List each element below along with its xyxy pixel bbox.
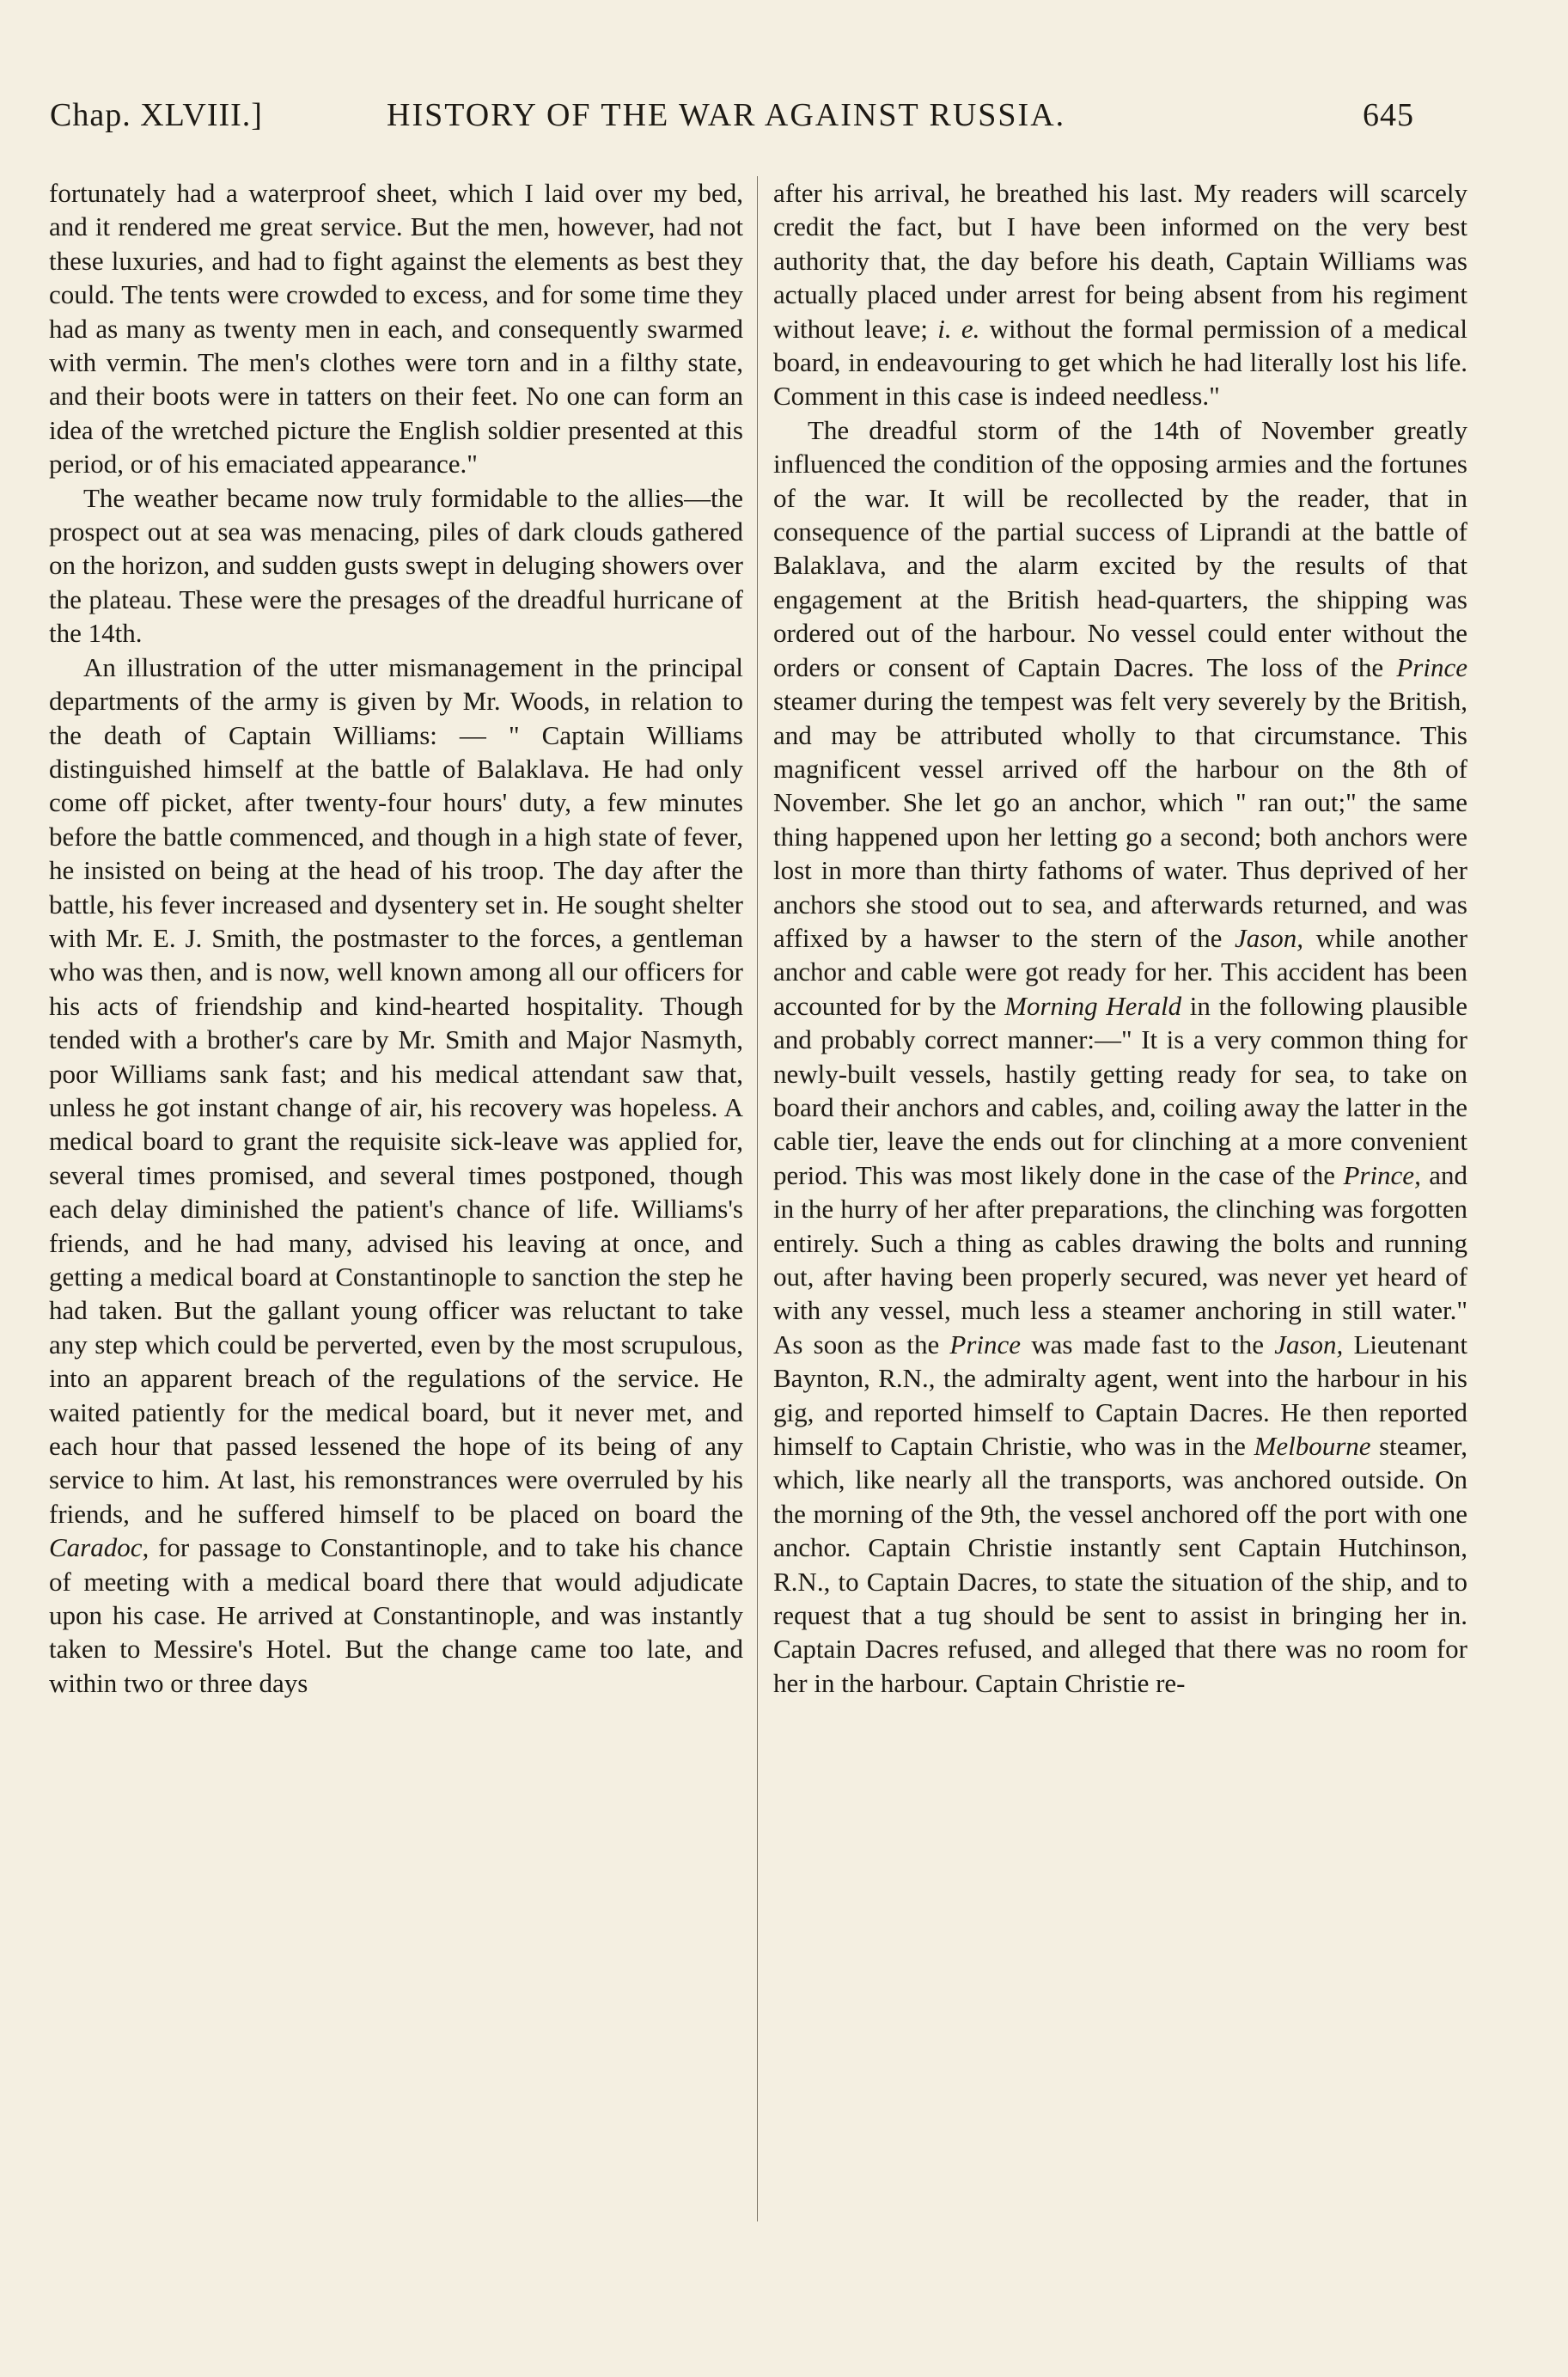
ship-name: Jason, (1234, 922, 1304, 953)
paragraph-text: without the formal permission of a medical board, in endeavouring to get which he had literally lost his life. Comment in this case is indeed needless." (773, 313, 1468, 412)
ship-name: Caradoc, (49, 1532, 149, 1563)
paragraph-text: fortunately had a waterproof sheet, which I laid over my bed, and it rendered me great service. But the men, however, had not these luxuries, and had to fight against the elements as best they could. The tents were crowded to excess, and for some time they had as many as twenty men in each, and consequently swarmed with vermin. The men's clothes were torn and in a filthy state, and their boots were in tatters on their feet. No one can form an idea of the wretched picture the English soldier presented at this period, or of his emaciated appearance." (49, 178, 743, 480)
paragraph-text: The weather became now truly formidable to the allies—the prospect out at sea was menacing, piles of dark clouds gathered on the horizon, and sudden gusts swept in deluging showers over the plateau. These were the presages of the dreadful hurricane of the 14th. (49, 482, 743, 649)
paragraph-text: Lieutenant Baynton, R.N., the admiralty agent, went into the harbour in his gig, and reported himself to Captain Dacres. He then reported himself to Captain Christie, who was in the (773, 1329, 1468, 1462)
paragraph-text: in the following plausible and probably correct manner:—" It is a very common thing for newly-built vessels, hastily getting ready for sea, to take on board their anchors and cables, and, coiling away the latter in the cable tier, leave the ends out for clinching at a more convenient period. This was most likely done in the case of the (773, 990, 1468, 1190)
ship-name: Prince (949, 1329, 1022, 1360)
right-column (773, 176, 1467, 1700)
newspaper-name: Morning Herald (1004, 990, 1182, 1021)
paragraph-text: was made fast to the (1031, 1329, 1265, 1360)
chapter-label: Chap. XLVIII.] (50, 97, 263, 133)
ship-name: Melbourne (1254, 1431, 1371, 1462)
paragraph-text: The dreadful storm of the 14th of November greatly influenced the condition of the opposing armies and the fortunes of the war. It will be recollected by the reader, that in consequence of the partial success of Liprandi at the battle of Balaklava, and the alarm excited by the results of that engagement at the British head-quarters, the shipping was ordered out of the harbour. No vessel could enter without the orders or consent of Captain Dacres. The loss of the (773, 414, 1467, 682)
paragraph-text: and in the hurry of her after preparations, the clinching was forgotten entirely. Such a thing as cables drawing the bolts and running out, after having been properly secured, was never yet heard of with any vessel, much less a steamer anchoring in still water." As soon as the (773, 1159, 1468, 1360)
paragraph (49, 651, 743, 1701)
page-number: 645 (1363, 97, 1414, 133)
paragraph-text: for passage to Constantinople, and to take his chance of meeting with a medical board there that would adjudicate upon his case. He arrived at Constantinople, and was instantly taken to Messire's Hotel. But the change came too late, and within two or three days (49, 1532, 744, 1698)
paragraph (773, 176, 1467, 413)
running-title: HISTORY OF THE WAR AGAINST RUSSIA. (387, 97, 1066, 133)
paragraph (49, 481, 743, 651)
abbreviation: i. e. (937, 313, 980, 344)
left-column (49, 176, 743, 1700)
ship-name: Prince, (1343, 1159, 1421, 1190)
paragraph-text: after his arrival, he breathed his last. My readers will scarcely credit the fact, but I have been informed on the very best authority that, the day before his death, Captain Williams was actually placed under arrest for being absent from his regiment without leave; (773, 178, 1467, 344)
ship-name: Jason, (1274, 1329, 1344, 1360)
column-divider (757, 176, 758, 2221)
paragraph-text: while another anchor and cable were got ready for her. This accident has been accounted for by the (773, 922, 1468, 1021)
paragraph-text: steamer during the tempest was felt very severely by the British, and may be attributed wholly to that circumstance. This magnificent vessel arrived off the harbour on the 8th of November. She let go an anchor, which " ran out;" the same thing happened upon her letting go a second; both anchors were lost in more than thirty fathoms of water. Thus deprived of her anchors she stood out to sea, and afterwards returned, and was affixed by a hawser to the stern of the (773, 686, 1467, 953)
ship-name: Prince (1396, 651, 1468, 682)
paragraph-text: steamer, which, like nearly all the transports, was anchored outside. On the morning of the 9th, the vessel anchored off the port with one anchor. Captain Christie instantly sent Captain Hutchinson, R.N., to Captain Dacres, to state the situation of the ship, and to request that a tug should be sent to assist in bringing her in. Captain Dacres refused, and alleged that there was no room for her in the harbour. Captain Christie re- (773, 1431, 1468, 1698)
paragraph (773, 413, 1467, 1700)
running-header (50, 96, 1425, 148)
paragraph-text: An illustration of the utter mismanagement in the principal departments of the army is given by Mr. Woods, in relation to the death of Captain Williams: — " Captain Williams distinguished himself at the battle of Balaklava. He had only come off picket, after twenty-four hours' duty, a few minutes before the battle commenced, and though in a high state of fever, he insisted on being at the head of his troop. The day after the battle, his fever increased and dysentery set in. He sought shelter with Mr. E. J. Smith, the postmaster to the forces, a gentleman who was then, and is now, well known among all our officers for his acts of friendship and kind-hearted hospitality. Though tended with a brother's care by Mr. Smith and Major Nasmyth, poor Williams sank fast; and his medical attendant saw that, unless he got instant change of air, his recovery was hopeless. A medical board to grant the requisite sick-leave was applied for, several times promised, and several times postponed, though each delay diminished the patient's chance of life. Williams's friends, and he had many, advised his leaving at once, and getting a medical board at Constantinople to sanction the step he had taken. But the gallant young officer was reluctant to take any step which could be perverted, even by the most scrupulous, into an apparent breach of the regulations of the service. He waited patiently for the medical board, but it never met, and each hour that passed lessened the hope of its being of any service to him. At last, his remonstrances were overruled by his friends, and he suffered himself to be placed on board the (49, 651, 743, 1529)
paragraph (49, 176, 743, 481)
